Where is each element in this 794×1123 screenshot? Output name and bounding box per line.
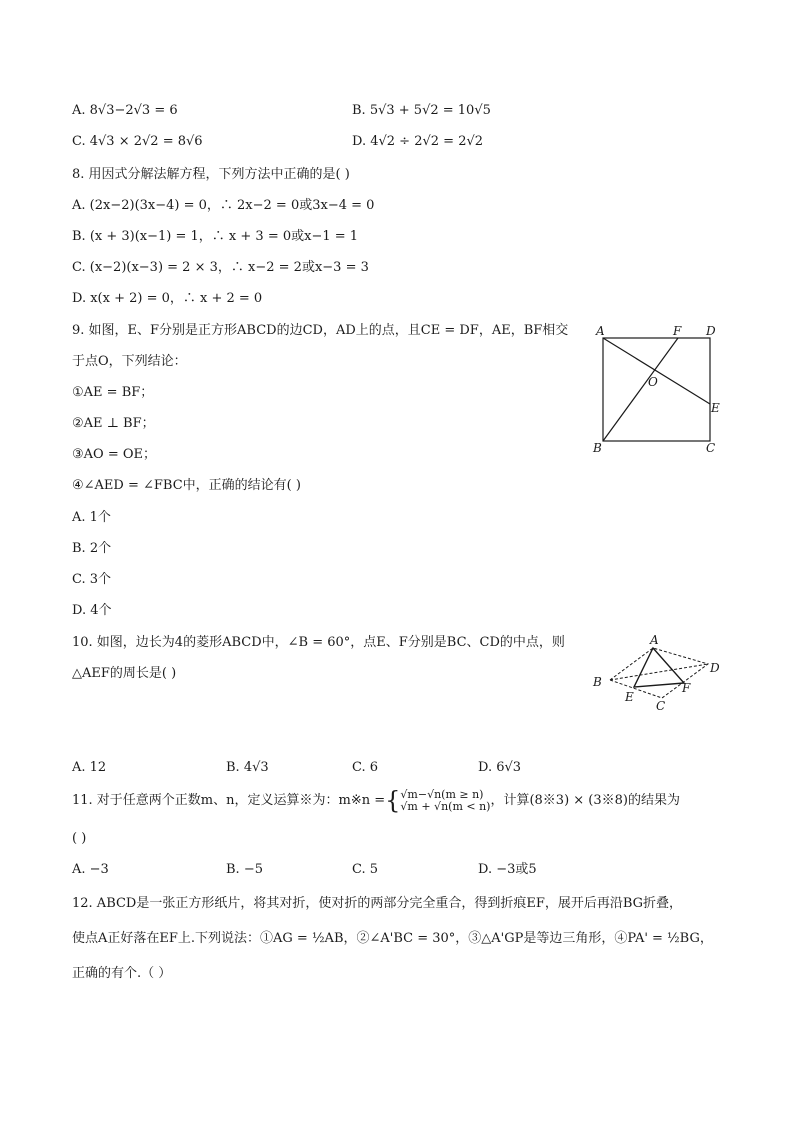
q11-option-c: C. 5 <box>352 862 379 877</box>
q7-option-b: B. 5√3 + 5√2 = 10√5 <box>352 103 491 118</box>
q11-brace: { <box>385 786 401 815</box>
q11-stem-prefix: 11. 对于任意两个正数m、n，定义运算※为：m※n = <box>72 793 386 808</box>
q11-stem-line1 <box>72 786 680 816</box>
label-e: E <box>625 690 634 704</box>
q8-option-a: A. (2x−2)(3x−4) = 0，∴ 2x−2 = 0或3x−4 = 0 <box>72 198 375 213</box>
label-c: C <box>706 441 716 455</box>
segment-bf <box>603 338 678 441</box>
q9-option-d: D. 4个 <box>72 603 112 618</box>
label-o: O <box>648 375 658 389</box>
q8-stem: 8. 用因式分解法解方程，下列方法中正确的是( ) <box>72 167 350 182</box>
q11-option-b: B. −5 <box>226 862 263 877</box>
q9-conclusion-3: ③AO = OE； <box>72 447 157 462</box>
q10-option-c: C. 6 <box>352 760 379 775</box>
q9-option-a: A. 1个 <box>72 510 111 525</box>
q9-conclusion-4: ④∠AED = ∠FBC中，正确的结论有( ) <box>72 478 301 493</box>
q10-option-d: D. 6√3 <box>478 760 522 775</box>
q10-option-a: A. 12 <box>72 760 107 775</box>
q11-stem-suffix: ，计算(8※3) × (3※8)的结果为 <box>490 793 680 808</box>
label-f: F <box>682 681 691 695</box>
q10-option-b: B. 4√3 <box>226 760 269 775</box>
label-b: B <box>593 675 602 689</box>
q7-option-d: D. 4√2 ÷ 2√2 = 2√2 <box>352 134 484 149</box>
label-e: E <box>711 401 720 415</box>
q11-option-d: D. −3或5 <box>478 862 537 877</box>
label-a: A <box>650 633 659 647</box>
q11-option-a: A. −3 <box>72 862 109 877</box>
q12-stem-line1: 12. ABCD是一张正方形纸片，将其对折，使对折的两部分完全重合，得到折痕EF，展开后再沿BG折叠， <box>72 896 683 911</box>
triangle-aef <box>634 648 684 687</box>
q10-stem-line1: 10. 如图，边长为4的菱形ABCD中，∠B = 60°，点E、F分别是BC、CD的中点，则 <box>72 635 565 650</box>
q11-case-2: √m + √n(m < n) <box>400 799 491 813</box>
label-f: F <box>673 324 682 338</box>
q9-option-c: C. 3个 <box>72 572 112 587</box>
square-abcd <box>603 338 710 441</box>
q11-stem-line2: ( ) <box>72 831 87 846</box>
q10-stem-line2: △AEF的周长是( ) <box>72 666 177 681</box>
label-d: D <box>710 661 720 675</box>
label-b: B <box>593 441 602 455</box>
q9-square-figure <box>588 318 728 463</box>
q9-conclusion-1: ①AE = BF； <box>72 385 154 400</box>
label-c: C <box>656 699 666 713</box>
q9-stem-line1: 9. 如图，E、F分别是正方形ABCD的边CD，AD上的点，且CE = DF，AE，BF相交 <box>72 323 569 338</box>
q7-option-c: C. 4√3 × 2√2 = 8√6 <box>72 134 203 149</box>
q8-option-d: D. x(x + 2) = 0，∴ x + 2 = 0 <box>72 291 263 306</box>
q12-stem-line2: 使点A正好落在EF上.下列说法：①AG = ½AB，②∠A'BC = 30°，③△A'GP是等边三角形，④PA' = ½BG， <box>72 931 713 946</box>
q9-conclusion-2: ②AE ⊥ BF； <box>72 416 155 431</box>
label-a: A <box>596 324 605 338</box>
q7-option-a: A. 8√3−2√3 = 6 <box>72 103 178 118</box>
label-d: D <box>706 324 716 338</box>
diagonal-bd <box>610 664 708 680</box>
q9-stem-line2: 于点O，下列结论： <box>72 354 187 369</box>
q10-rhombus-figure <box>588 628 728 713</box>
q8-option-b: B. (x + 3)(x−1) = 1，∴ x + 3 = 0或x−1 = 1 <box>72 229 359 244</box>
q8-option-c: C. (x−2)(x−3) = 2 × 3，∴ x−2 = 2或x−3 = 3 <box>72 260 369 275</box>
q11-case-1: √m−√n(m ≥ n) <box>400 787 484 801</box>
q11-piecewise <box>400 789 490 813</box>
q12-stem-line3: 正确的有个.（ ） <box>72 966 172 981</box>
q9-option-b: B. 2个 <box>72 541 112 556</box>
segment-ae <box>603 338 710 404</box>
